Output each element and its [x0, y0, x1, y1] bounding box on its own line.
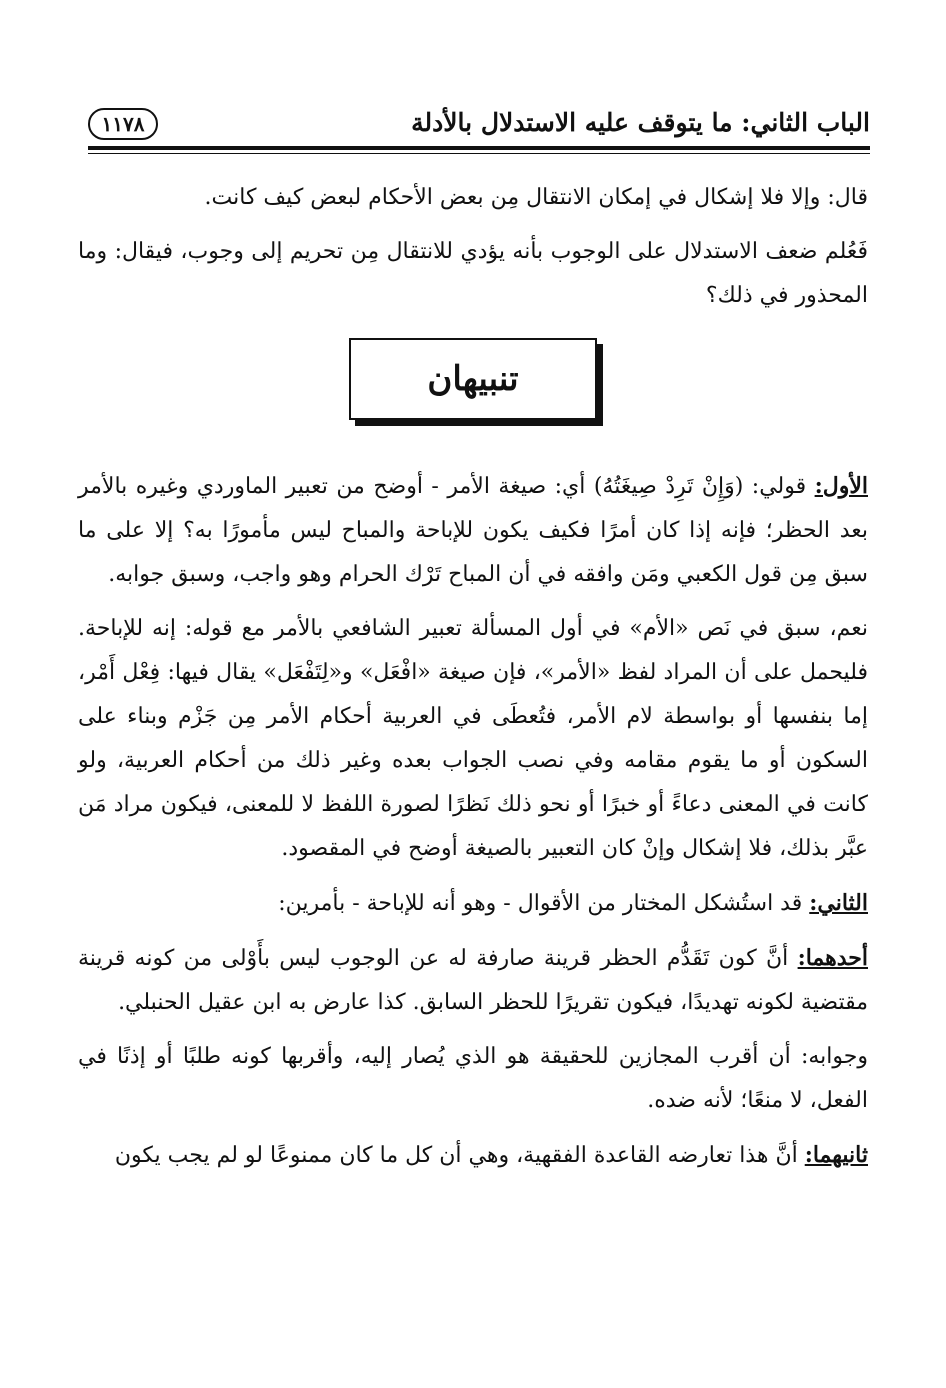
section-box-wrap — [78, 328, 868, 450]
second-objection-label: ثانيهما: — [804, 1142, 868, 1168]
paragraph-second-note — [78, 881, 868, 926]
chapter-title: الباب الثاني: ما يتوقف عليه الاستدلال بالأدلة — [411, 108, 870, 137]
page-body — [78, 176, 868, 1188]
paragraph-second-objection — [78, 1133, 868, 1178]
first-note-text: قولي: (وَإِنْ تَرِدْ صِيغَتُهُ) أي: صيغة الأمر - أوضح من تعبير الماوردي وغيره بالأمر بعد الحظر؛ فإنه إذا كان أمرًا فكيف يكون للإباحة والمباح ليس مأمورًا به؟ إلا على ما سبق مِن قول الكعبي ومَن وافقه في أن المباح تَرْك الحرام وهو واجب، وسبق جوابه. — [78, 474, 868, 587]
first-objection-label: أحدهما: — [797, 945, 868, 971]
first-objection-text: أنَّ كون تَقَدُّم الحظر قرينة صارفة له عن الوجوب ليس بأَوْلى من كونه قرينة مقتضية لكونه تهديدًا، فيكون تقريرًا للحظر السابق. كذا عارض به ابن عقيل الحنبلي. — [78, 946, 868, 1015]
section-heading-box: تنبيهان — [349, 338, 597, 420]
page-header — [88, 92, 870, 154]
paragraph-first-objection — [78, 936, 868, 1025]
paragraph-4: نعم، سبق في نَص «الأم» في أول المسألة تعبير الشافعي بالأمر مع قوله: إنه للإباحة. فليحمل على أن المراد لفظ «الأمر»، فإن صيغة «افْعَل» و«لِتَفْعَل» يقال فيها: فِعْل أَمْر، إما بنفسها أو بواسطة لام الأمر، فتُعطَى في العربية أحكام الأمر مِن جَزْم وبناء على السكون أو ما يقوم مقامه وفي نصب الجواب بعده وغير ذلك من أحكام العربية، ولو كانت في المعنى دعاءً أو خبرًا أو نحو ذلك نَظرًا لصورة اللفظ لا للمعنى، فيكون مراد مَن عبَّر بذلك، فلا إشكال وإنْ كان التعبير بالصيغة أوضح في المقصود. — [78, 616, 868, 861]
paragraph-7: وجوابه: أن أقرب المجازين للحقيقة هو الذي يُصار إليه، وأقربها كونه طلبًا أو إذنًا في الفعل، لا منعًا؛ لأنه ضده. — [78, 1044, 868, 1113]
second-objection-text: أنَّ هذا تعارضه القاعدة الفقهية، وهي أن كل ما كان ممنوعًا لو لم يجب يكون — [114, 1143, 805, 1168]
second-note-label: الثاني: — [809, 890, 868, 916]
header-rule-thick — [88, 146, 870, 150]
page-number-badge: ١١٧٨ — [88, 108, 158, 140]
paragraph-2: فَعُلم ضعف الاستدلال على الوجوب بأنه يؤدي للانتقال مِن تحريم إلى وجوب، فيقال: وما المحذور في ذلك؟ — [78, 239, 868, 308]
paragraph-1: قال: وإلا فلا إشكال في إمكان الانتقال مِن بعض الأحكام لبعض كيف كانت. — [204, 185, 868, 210]
header-rule-thin — [88, 153, 870, 154]
second-note-text: قد استُشكل المختار من الأقوال - وهو أنه للإباحة - بأمرين: — [278, 891, 810, 916]
first-note-label: الأول: — [814, 473, 868, 499]
paragraph-first-note — [78, 464, 868, 597]
